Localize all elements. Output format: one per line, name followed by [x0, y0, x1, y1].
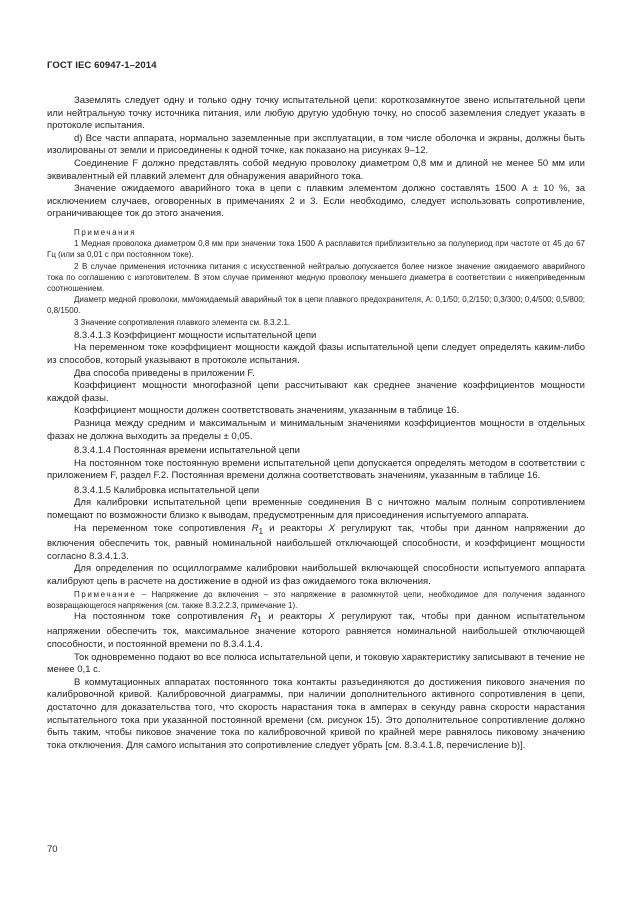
text-run: регулируют так, чтобы при данном испытательном напряжении обеспечить ток, максимальное значение которого равняется номинальной наибольшей отключающей способности, и постоянной времени по 8.3.4.1.4. — [47, 610, 585, 651]
note-2: 2 В случае применения источника питания с искусственной нейтралью допускается более низкое значение ожидаемого аварийного тока по соглашению с изготовителем. В этом случае применяют медную проволоку меньшего диаметра в соответствии с нижеприведенным соотношением. — [47, 261, 585, 293]
symbol-r-subscript: 1 — [257, 614, 262, 624]
paragraph-dc-calibration — [47, 611, 585, 652]
note-voltage — [47, 589, 585, 611]
text-run: На постоянном токе сопротивления — [74, 610, 251, 622]
text-run: регулируют так, чтобы при данном напряжении до включения обеспечить ток, равный номинальной наибольшей отключающей способности, и коэффициент мощности согласно 8.3.4.1.3. — [47, 522, 585, 562]
paragraph: d) Все части аппарата, нормально заземленные при эксплуатации, в том числе оболочка и экраны, должны быть изолированы от земли и присоединены к одной точке, как показано на рисунках 9–12. — [47, 132, 585, 157]
paragraph: На переменном токе коэффициент мощности каждой фазы испытательной цепи следует определять каким-либо из способов, который указывают в протоколе испытания. — [47, 342, 585, 366]
section-heading-8-3-4-1-4: 8.3.4.1.4 Постоянная времени испытательной цепи — [74, 445, 300, 457]
page-content — [47, 95, 585, 752]
text-run: На переменном токе сопротивления — [74, 522, 252, 534]
text-run: и реакторы — [261, 610, 329, 622]
notes-title: Примечания — [74, 227, 137, 237]
paragraph: Коэффициент мощности многофазной цепи рассчитывают как среднее значение коэффициентов мощности каждой фазы. — [47, 380, 585, 404]
paragraph: Ток одновременно подают во все полюса испытательной цепи, и токовую характеристику записывают в течение не менее 0,1 с. — [47, 651, 585, 676]
paragraph: Разница между средним и максимальным и минимальным значениями коэффициентов мощности в отдельных фазах не должна выходить за пределы ± 0,05. — [47, 417, 585, 442]
symbol-x: X — [328, 610, 335, 622]
symbol-r-subscript: 1 — [258, 526, 263, 536]
paragraph-ac-calibration — [47, 523, 585, 564]
paragraph: Для определения по осциллограмме калибровки наибольшей включающей способности испытуемого аппарата калибруют цепь в расчете на достижение в одной из фаз ожидаемого тока включения. — [47, 563, 585, 587]
paragraph: Коэффициент мощности должен соответствовать значениям, указанным в таблице 16. — [74, 405, 460, 417]
document-header: ГОСТ IEC 60947-1–2014 — [47, 60, 157, 71]
symbol-x: X — [328, 522, 335, 534]
page-number: 70 — [47, 844, 58, 855]
paragraph: Значение ожидаемого аварийного тока в цепи с плавким элементом должно составлять 1500 А ± 10 %, за исключением случаев, оговоренных в примечаниях 2 и 3. Если необходимо, следует использовать сопротивление, ограничивающее ток до этого значения. — [47, 183, 585, 220]
note-3: 3 Значение сопротивления плавкого элемента см. 8.3.2.1. — [74, 317, 291, 327]
section-heading-8-3-4-1-5: 8.3.4.1.5 Калибровка испытательной цепи — [74, 484, 260, 496]
symbol-r: R — [251, 522, 259, 534]
paragraph: Для калибровки испытательной цепи временные соединения В с ничтожно малым полным сопротивлением помещают по возможности близко к выводам, предусмотренным для присоединения испытуемого аппарата. — [47, 497, 585, 522]
paragraph: Два способа приведены в приложении F. — [74, 367, 255, 379]
paragraph: Соединение F должно представлять собой медную проволоку диаметром 0,8 мм и длиной не менее 50 мм или эквивалентный ей плавкий элемент для обнаружения аварийного тока. — [47, 157, 585, 182]
paragraph: Заземлять следует одну и только одну точку испытательной цепи: короткозамкнутое звено испытательной цепи или нейтральную точку источника питания, или любую другую удобную точку, но способ заземления следует указать в протоколе испытания. — [47, 95, 585, 132]
text-run: и реакторы — [262, 522, 329, 534]
note-2-diameters: Диаметр медной проволоки, мм/ожидаемый аварийный ток в цепи плавкого предохранителя, А: 0,1/50; 0,2/150; 0,3/300; 0,4/500; 0,5/800; 0,8/1500. — [47, 295, 585, 316]
note-1: 1 Медная проволока диаметром 0,8 мм при значении тока 1500 А расплавится приблизительно за полупериод при частоте от 45 до 67 Гц (или за 0,01 с при постоянном токе). — [47, 239, 585, 260]
symbol-r: R — [250, 610, 258, 622]
paragraph: В коммутационных аппаратах постоянного тока контакты разъединяются до достижения пикового значения по калибровочной кривой. Калибровочной диаграммы, при наличии дополнительного активного сопротивления в цепи, достаточно для доказательства того, что скорость нарастания тока в амперах в секунду равна скорости нарастания испытательного тока при указанной постоянной времени (см. рисунок 15). Это дополнительное сопротивление должно быть таким, чтобы пиковое значение тока по калибровочной кривой по крайней мере равнялось пиковому значению тока отключения. Для самого испытания это сопротивление следует убрать [см. 8.3.4.1.8, перечисление b)]. — [47, 676, 585, 751]
section-heading-8-3-4-1-3: 8.3.4.1.3 Коэффициент мощности испытательной цепи — [74, 329, 317, 341]
note-label: Примечание — [74, 589, 137, 599]
note-text: – Напряжение до включения – это напряжение в разомкнутой цепи, необходимое для получения заданного возвращающегося напряжения (см. также 8.3.2.2.3, примечание 1). — [47, 589, 585, 610]
paragraph: На постоянном токе постоянную времени испытательной цепи допускается определять методом в соответствии с приложением F, раздел F.2. Постоянная времени должна соответствовать значениям, указанным в таблице 16. — [47, 457, 585, 482]
